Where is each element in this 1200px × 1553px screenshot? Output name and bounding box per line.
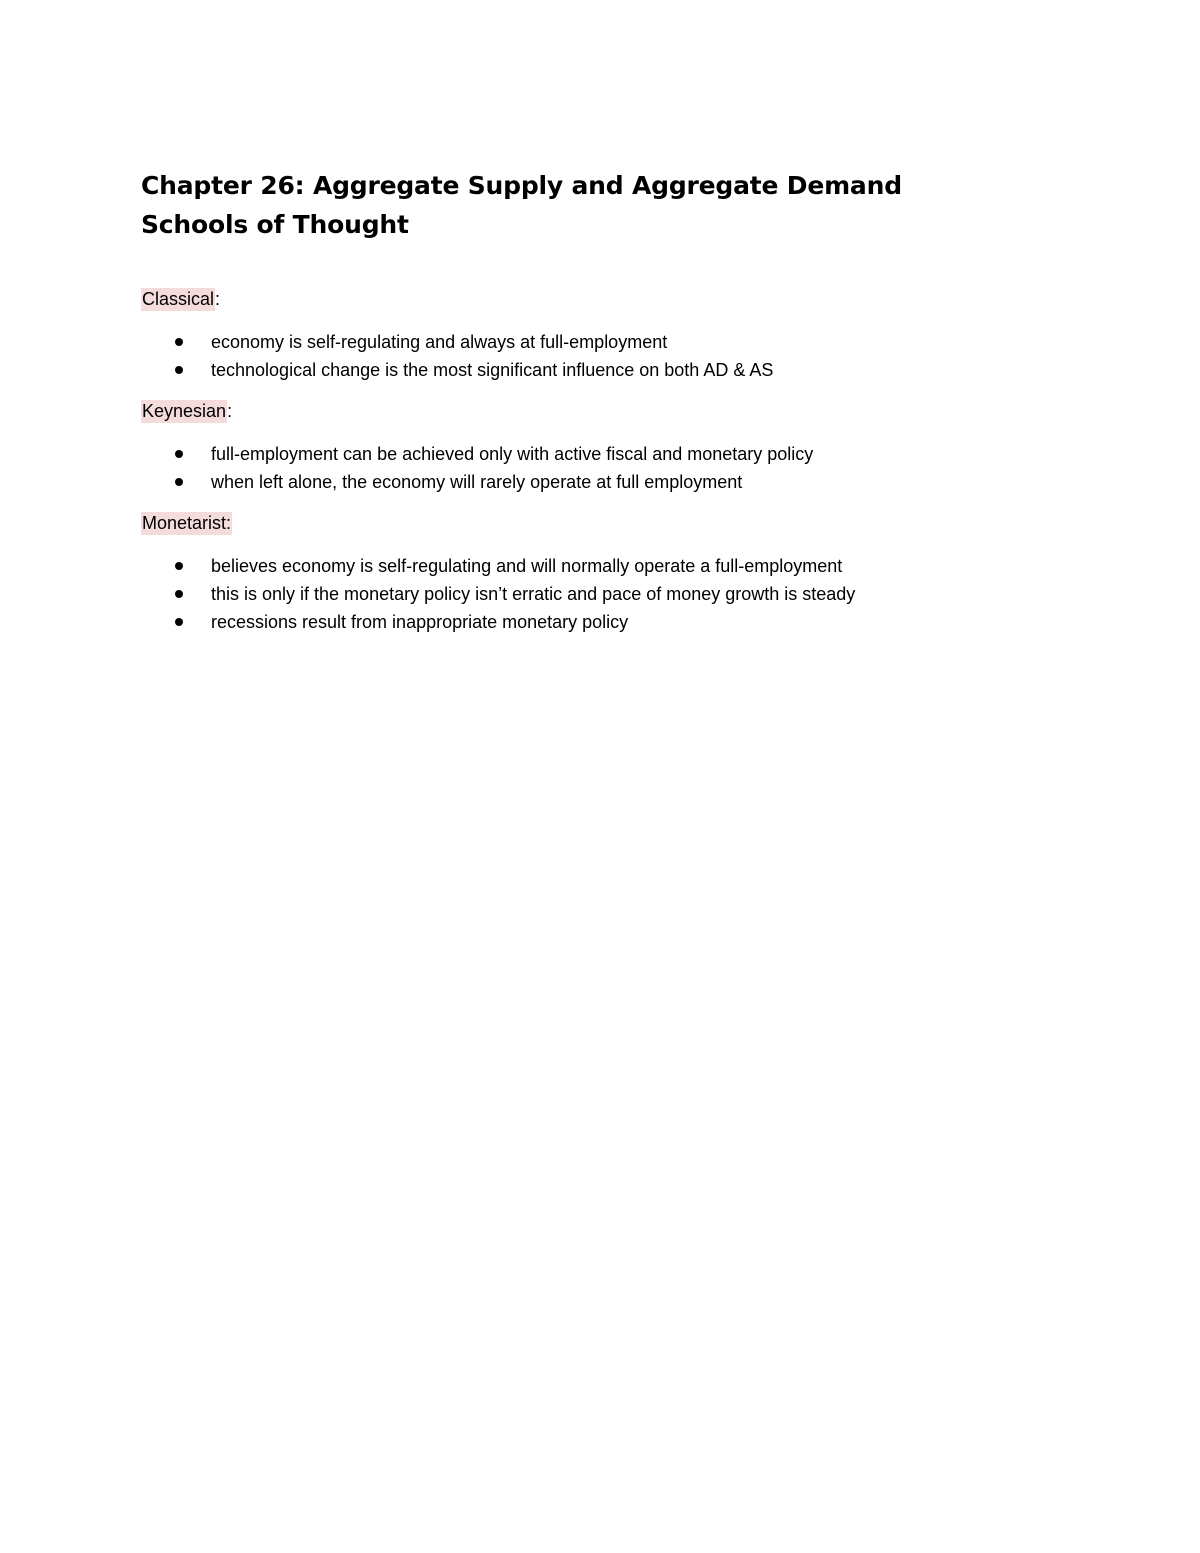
list-item-text: when left alone, the economy will rarely operate at full employment — [211, 472, 743, 492]
section-heading — [141, 286, 1041, 312]
section-heading-colon: : — [227, 401, 233, 421]
section-heading — [141, 510, 1041, 536]
list-item-text: full-employment can be achieved only with active fiscal and monetary policy — [211, 444, 814, 464]
bullet-list — [141, 328, 1041, 384]
list-item-text: recessions result from inappropriate monetary policy — [211, 612, 629, 632]
list-item — [141, 552, 1041, 580]
bullet-list — [141, 552, 1041, 636]
bullet-icon — [175, 618, 183, 626]
sections-container — [141, 286, 1041, 636]
document-title — [141, 166, 1041, 244]
bullet-icon — [175, 590, 183, 598]
section-keynesian — [141, 398, 1041, 496]
document-body — [141, 166, 1041, 650]
list-item-text: believes economy is self-regulating and will normally operate a full-employment — [211, 556, 843, 576]
section-monetarist — [141, 510, 1041, 636]
section-classical — [141, 286, 1041, 384]
list-item — [141, 608, 1041, 636]
section-heading — [141, 398, 1041, 424]
list-item — [141, 356, 1041, 384]
section-heading-highlight: Keynesian — [142, 401, 227, 421]
bullet-icon — [175, 562, 183, 570]
section-heading-highlight: Classical — [142, 289, 215, 309]
title-line-2: Schools of Thought — [141, 210, 409, 239]
section-heading-highlight: Monetarist: — [142, 513, 232, 533]
list-item — [141, 328, 1041, 356]
bullet-icon — [175, 366, 183, 374]
title-line-1: Chapter 26: Aggregate Supply and Aggregate Demand — [141, 171, 902, 200]
bullet-icon — [175, 338, 183, 346]
section-heading-colon: : — [215, 289, 221, 309]
list-item — [141, 468, 1041, 496]
list-item — [141, 580, 1041, 608]
bullet-list — [141, 440, 1041, 496]
list-item-text: technological change is the most significant influence on both AD & AS — [211, 360, 774, 380]
bullet-icon — [175, 478, 183, 486]
list-item-text: economy is self-regulating and always at full-employment — [211, 332, 668, 352]
list-item-text: this is only if the monetary policy isn’t erratic and pace of money growth is steady — [211, 584, 856, 604]
bullet-icon — [175, 450, 183, 458]
list-item — [141, 440, 1041, 468]
